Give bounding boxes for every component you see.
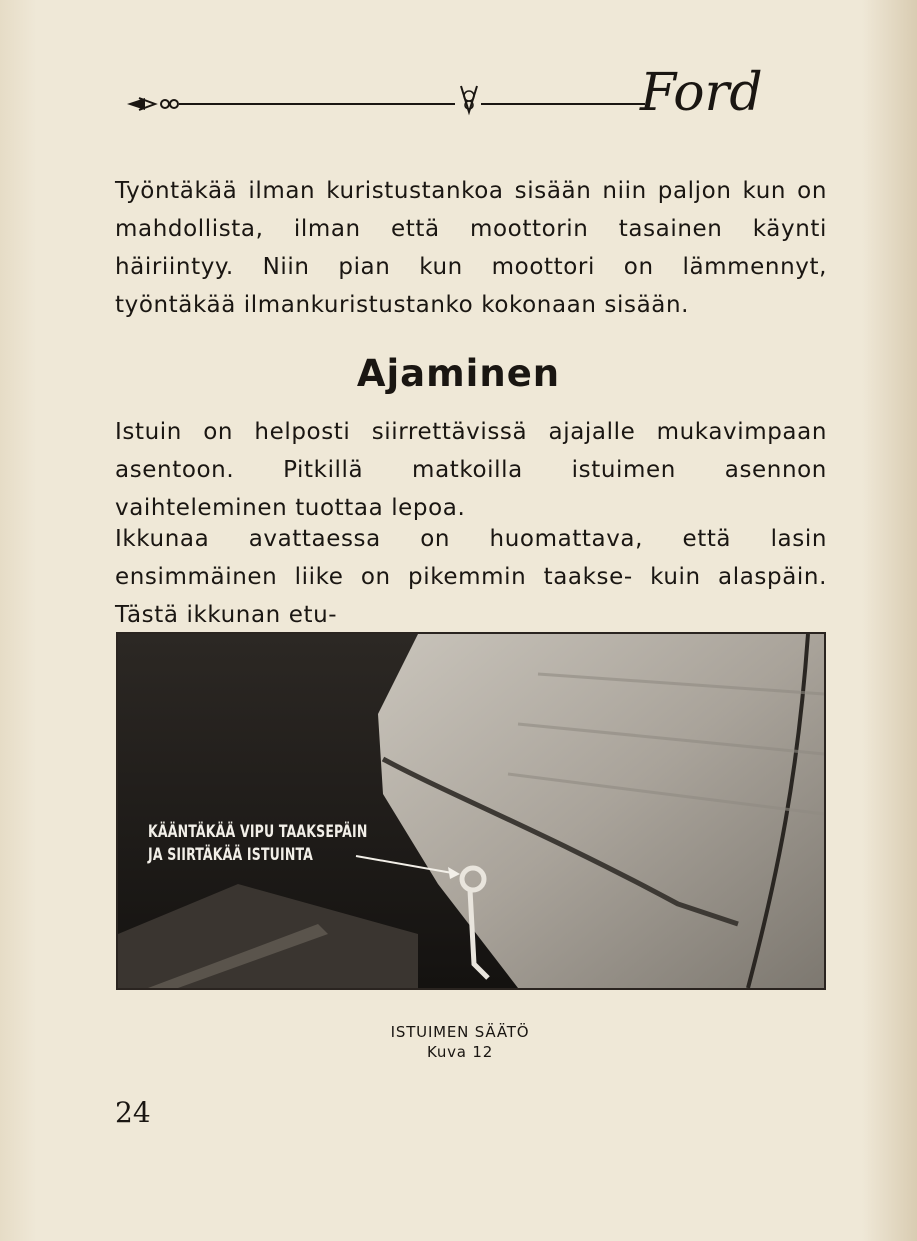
section-heading: Ajaminen — [356, 352, 561, 395]
seat-paragraph — [115, 413, 827, 527]
photo-label-line2: JA SIIRTÄKÄÄ ISTUINTA — [148, 845, 314, 865]
ford-header-ornament — [125, 62, 835, 132]
photo-label-line1: KÄÄNTÄKÄÄ VIPU TAAKSEPÄIN — [148, 822, 368, 842]
seat-paragraph-text: Istuin on helposti siirrettävissä ajajalle mukavimpaan asentoon. Pitkillä matkoilla istuimen asennon vaihteleminen tuottaa lepoa. — [115, 419, 827, 521]
caption-title: ISTUIMEN SÄÄTÖ — [390, 1023, 530, 1041]
page-number: 24 — [115, 1096, 151, 1129]
caption-number: Kuva 12 — [426, 1043, 494, 1061]
seat-photo — [116, 632, 826, 990]
window-paragraph-text: Ikkunaa avattaessa on huomattava, että lasin ensimmäinen liike on pikemmin taakse- kuin alaspäin. Tästä ikkunan etu- — [115, 526, 827, 628]
photo-label — [148, 821, 367, 867]
figure-caption — [340, 1022, 580, 1062]
ford-logo: Ford — [640, 63, 763, 123]
intro-paragraph-text: Työntäkää ilman kuristustankoa sisään niin paljon kun on mahdollista, ilman että moottorin tasainen käynti häiriintyy. Niin pian kun moottori on lämmennyt, työntäkää ilmankuristustanko kokonaan sisään. — [115, 178, 827, 318]
window-paragraph — [115, 520, 827, 634]
intro-paragraph — [115, 172, 827, 324]
arrowhead-icon — [127, 98, 178, 110]
v8-emblem-icon — [461, 86, 477, 112]
seat-photo-illustration — [118, 634, 824, 988]
